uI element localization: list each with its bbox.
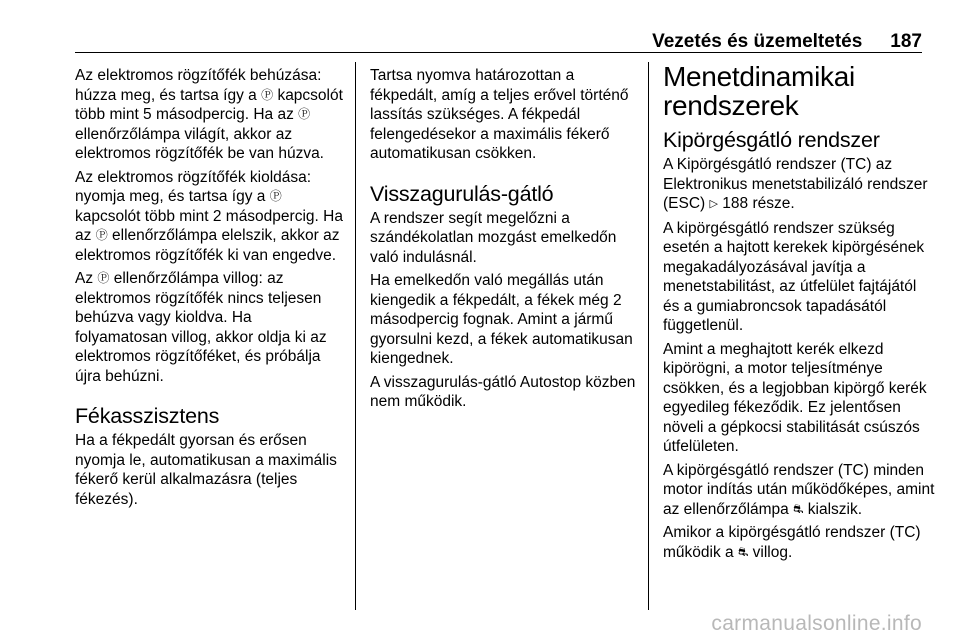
paragraph-hill-detail: Ha emelkedőn való megállás után kiengedik a fékpedált, a fékek még 2 másodpercig fognak. Amint a jármű gyorsulni kezd, a fékek automatikusan kiengednek. xyxy=(370,272,633,367)
paragraph-brake-assist: Ha a fékpedált gyorsan és erősen nyomja le, automatikusan a maximális fékerő kerül alkalmazásra (teljes fékezés). xyxy=(75,432,337,508)
paragraph-lamp-flashing: Az Ⓟ ellenőrzőlámpa villog: az elektromos rögzítőfék nincs teljesen behúzva vagy kioldva. Ha folyamatosan villog, akkor oldja ki az elektromos rögzítőféket, és próbálja újra behúzni. xyxy=(75,270,327,385)
column-right xyxy=(663,62,935,566)
heading-traction-control: Kipörgésgátló rendszer xyxy=(663,128,880,152)
parking-brake-icon: Ⓟ xyxy=(95,228,108,242)
chapter-title: Vezetés és üzemeltetés xyxy=(652,31,863,52)
parking-brake-icon: Ⓟ xyxy=(269,189,282,203)
column-left xyxy=(75,66,347,513)
paragraph-tc-purpose: A kipörgésgátló rendszer szükség esetén a hajtott kerekek kipörgésének megakadályozásával javítja a menetstabilitást, az útfelület fajtájától és a gumiabroncsok tapadásától függetlenül. xyxy=(663,219,925,334)
paragraph-apply-brake: Az elektromos rögzítőfék behúzása: húzza meg, és tartsa így a Ⓟ kapcsolót több mint 5 másodpercig. Ha az Ⓟ ellenőrzőlámpa világít, akkor az elektromos rögzítőfék be van húzva. xyxy=(75,67,343,162)
paragraph-tc-operation: Amint a meghajtott kerék elkezd kipörögni, a motor teljesítménye csökken, és a legjobban kipörgő kerék egyedileg fékeződik. Ez jelentősen növeli a gépkocsi stabilitását csúszós útfelületen. xyxy=(663,340,927,455)
page-reference-arrow-icon: ▷ xyxy=(709,198,718,210)
traction-control-icon: ⛐ xyxy=(737,544,749,559)
parking-brake-icon: Ⓟ xyxy=(97,271,110,285)
paragraph-hill-autostop: A visszagurulás-gátló Autostop közben nem működik. xyxy=(370,373,636,410)
page-header xyxy=(75,28,922,53)
parking-brake-icon: Ⓟ xyxy=(298,107,311,121)
paragraph-tc-intro: A Kipörgésgátló rendszer (TC) az Elektronikus menetstabilizáló rendszer (ESC) ▷ 188 része. xyxy=(663,155,935,215)
heading-brake-assist: Fékasszisztens xyxy=(75,404,220,428)
traction-control-icon: ⛐ xyxy=(793,501,804,516)
column-middle xyxy=(370,66,642,416)
paragraph-tc-startup: A kipörgésgátló rendszer (TC) minden motor indítás után működőképes, amint az ellenőrzőlámpa ⛐ kialszik. xyxy=(663,461,935,518)
paragraph-release-brake: Az elektromos rögzítőfék kioldása: nyomja meg, és tartsa így a Ⓟ kapcsolót több mint 2 másodpercig. Ha az Ⓟ ellenőrzőlámpa elelszik, akkor az elektromos rögzítőfék ki van engedve. xyxy=(75,168,343,264)
paragraph-tc-active: Amikor a kipörgésgátló rendszer (TC) működik a ⛐ villog. xyxy=(663,524,921,561)
watermark: carmanualsonline.info xyxy=(711,612,922,635)
page-number: 187 xyxy=(890,31,922,52)
heading-driving-dynamics: Menetdinamikai rendszerek xyxy=(663,61,855,121)
heading-hill-start-assist: Visszagurulás-gátló xyxy=(370,181,554,206)
paragraph-hold-pedal: Tartsa nyomva határozottan a fékpedált, amíg a teljes erővel történő lassítás szükséges. A fékpedál felengedésekor a maximális fékerő automatikusan csökken. xyxy=(370,67,629,162)
paragraph-hill-intro: A rendszer segít megelőzni a szándékolatlan mozgást emelkedőn való indulásnál. xyxy=(370,209,617,266)
parking-brake-icon: Ⓟ xyxy=(261,87,274,102)
column-divider-right xyxy=(648,62,649,610)
column-divider-left xyxy=(355,62,356,610)
